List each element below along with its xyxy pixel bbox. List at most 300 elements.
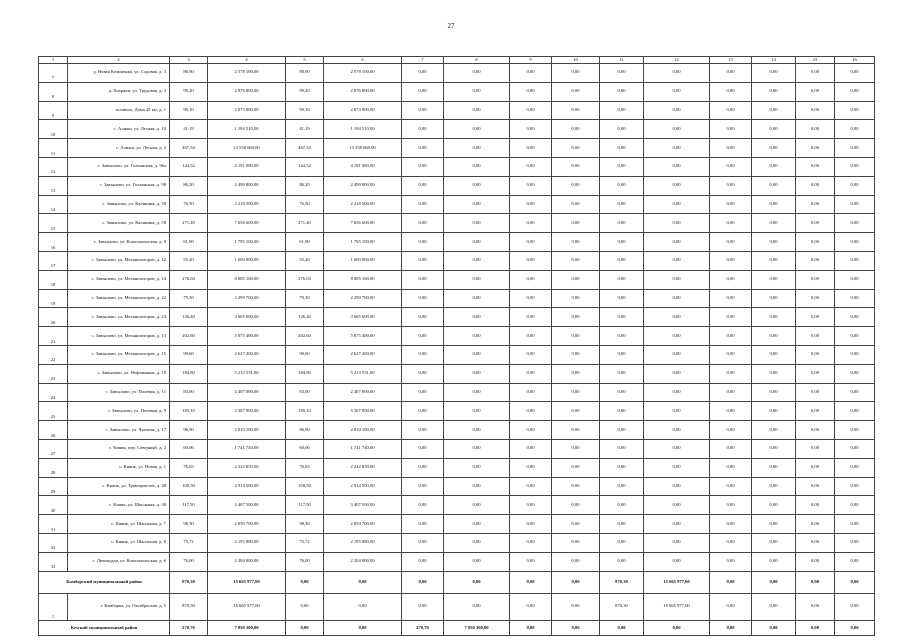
row-value: 144,52 (170, 157, 208, 176)
row-number: 13 (39, 176, 68, 195)
row-value: 0,00 (710, 533, 752, 552)
column-number: 4 (208, 57, 286, 64)
table-row (39, 327, 875, 346)
row-value: 2 578 100,00 (324, 64, 402, 83)
row-value: 0,00 (644, 327, 710, 346)
row-value: 0,00 (796, 496, 835, 515)
row-value: 0,00 (444, 214, 510, 233)
row-value: 0,00 (510, 308, 552, 327)
row-value: 0,00 (510, 139, 552, 158)
row-value: 185,10 (286, 402, 324, 421)
row-value: 0,00 (444, 383, 510, 402)
table-row (39, 364, 875, 383)
row-value: 0,00 (444, 157, 510, 176)
row-value: 0,00 (444, 289, 510, 308)
row-value: 1 194 510,00 (208, 120, 286, 139)
row-value: 0,00 (552, 308, 600, 327)
row-value: 15 665 977,00 (208, 593, 286, 621)
row-value: 0,00 (552, 593, 600, 621)
row-value: 0,00 (444, 139, 510, 158)
row-value: 0,00 (710, 402, 752, 421)
row-value: 0,00 (510, 251, 552, 270)
table-row (39, 64, 875, 83)
row-address: с. Завьялово, ул. Механизаторов, д. 14 (68, 270, 170, 289)
row-value: 0,00 (444, 439, 510, 458)
row-value: 0,00 (710, 496, 752, 515)
row-value: 0,00 (600, 214, 644, 233)
row-value: 55,20 (286, 251, 324, 270)
row-value: 0,00 (835, 157, 875, 176)
column-number: 14 (752, 57, 796, 64)
row-value: 0,00 (835, 270, 875, 289)
row-value: 0,00 (796, 515, 835, 534)
row-value: 0,00 (752, 176, 796, 195)
row-value: 0,00 (796, 477, 835, 496)
row-value: 0,00 (710, 421, 752, 440)
row-value: 15 665 977,00 (644, 593, 710, 621)
column-number: 12 (644, 57, 710, 64)
row-value: 13 558 660,00 (208, 139, 286, 158)
row-value: 0,00 (796, 64, 835, 83)
row-value: 75,72 (286, 533, 324, 552)
row-value: 0,00 (402, 233, 444, 252)
row-value: 0,00 (324, 593, 402, 621)
column-number-row (39, 57, 875, 64)
row-value: 202,60 (286, 327, 324, 346)
column-number: 15 (796, 57, 835, 64)
row-value: 99,20 (170, 82, 208, 101)
row-number: 16 (39, 233, 68, 252)
row-value: 117,50 (170, 496, 208, 515)
row-number: 22 (39, 345, 68, 364)
row-value: 0,00 (644, 364, 710, 383)
row-value: 0,00 (835, 458, 875, 477)
row-value: 0,00 (600, 345, 644, 364)
row-value: 98,30 (286, 515, 324, 534)
row-value: 0,00 (552, 402, 600, 421)
row-value: 7 656 600,00 (208, 214, 286, 233)
row-value: 0,00 (796, 439, 835, 458)
row-value: 3 665 600,00 (324, 308, 402, 327)
table-row (39, 593, 875, 621)
row-number: 25 (39, 402, 68, 421)
row-value: 0,00 (552, 458, 600, 477)
row-value: 4 191 080,00 (208, 157, 286, 176)
row-value: 0,00 (752, 270, 796, 289)
row-number: 26 (39, 421, 68, 440)
row-value: 0,00 (402, 64, 444, 83)
row-value: 0,00 (552, 327, 600, 346)
row-value: 0,00 (510, 289, 552, 308)
row-value: 0,00 (402, 439, 444, 458)
row-value: 0,00 (444, 120, 510, 139)
row-value: 0,00 (710, 82, 752, 101)
row-value: 0,00 (644, 439, 710, 458)
row-value: 0,00 (402, 214, 444, 233)
row-value: 88,90 (286, 64, 324, 83)
row-value: 0,00 (402, 345, 444, 364)
row-number: 8 (39, 82, 68, 101)
row-value: 0,00 (510, 593, 552, 621)
row-value: 0,00 (752, 289, 796, 308)
row-value: 0,00 (552, 157, 600, 176)
row-value: 870,30 (170, 593, 208, 621)
district-total-value: 0,00 (835, 571, 875, 593)
row-value: 0,00 (710, 289, 752, 308)
row-value: 79,30 (170, 289, 208, 308)
table-row (39, 421, 875, 440)
row-value: 0,00 (402, 251, 444, 270)
column-number: 9 (510, 57, 552, 64)
row-address: с. Завьялово, ул. Механизаторов, д. 22 (68, 289, 170, 308)
row-number: 17 (39, 251, 68, 270)
row-value: 0,00 (835, 176, 875, 195)
row-value: 0,00 (600, 515, 644, 534)
row-value: 0,00 (600, 157, 644, 176)
row-value: 184,80 (286, 364, 324, 383)
district-total-value: 0,00 (552, 571, 600, 593)
row-value: 0,00 (510, 421, 552, 440)
row-address: с. Завьялово, ул. Калинина, д. 39 (68, 195, 170, 214)
district-total-value: 0,00 (286, 621, 324, 636)
row-address: с. Алнаш, ул. Лесная, д. 2 (68, 139, 170, 158)
table-row (39, 383, 875, 402)
row-number: 19 (39, 289, 68, 308)
row-value: 0,00 (796, 139, 835, 158)
row-value: 100,50 (286, 477, 324, 496)
row-value: 0,00 (444, 82, 510, 101)
district-total-value: 0,00 (752, 571, 796, 593)
row-value: 1 741 740,00 (208, 439, 286, 458)
row-value: 0,00 (835, 421, 875, 440)
row-value: 0,00 (710, 101, 752, 120)
row-value: 0,00 (796, 421, 835, 440)
row-value: 76,50 (170, 195, 208, 214)
row-value: 0,00 (752, 458, 796, 477)
district-total-value: 15 665 977,00 (208, 571, 286, 593)
row-value: 0,00 (752, 402, 796, 421)
row-value: 0,00 (402, 327, 444, 346)
row-value: 0,00 (752, 421, 796, 440)
row-value: 1 194 510,00 (324, 120, 402, 139)
column-number: 16 (835, 57, 875, 64)
row-value: 0,00 (600, 120, 644, 139)
table-row (39, 120, 875, 139)
row-number: 15 (39, 214, 68, 233)
row-value: 126,40 (286, 308, 324, 327)
row-value: 0,00 (710, 195, 752, 214)
row-value: 0,00 (752, 195, 796, 214)
row-value: 7 656 600,00 (324, 214, 402, 233)
district-total-value: 870,30 (600, 571, 644, 593)
row-value: 2 222 850,00 (208, 458, 286, 477)
row-value: 88,90 (170, 64, 208, 83)
row-address: с. Кияик, пер. Северный, д. 2 (68, 439, 170, 458)
row-number: 28 (39, 458, 68, 477)
row-value: 76,00 (170, 552, 208, 571)
row-value: 467,54 (170, 139, 208, 158)
row-value: 126,40 (170, 308, 208, 327)
row-value: 0,00 (835, 345, 875, 364)
row-value: 0,00 (835, 496, 875, 515)
row-value: 0,00 (600, 251, 644, 270)
row-value: 3 407 500,00 (324, 496, 402, 515)
row-value: 0,00 (835, 552, 875, 571)
row-value: 0,00 (510, 383, 552, 402)
row-value: 0,00 (752, 593, 796, 621)
row-value: 3 665 600,00 (208, 308, 286, 327)
column-number: 8 (444, 57, 510, 64)
row-value: 76,65 (286, 458, 324, 477)
row-value: 0,00 (644, 139, 710, 158)
table-row (39, 139, 875, 158)
row-value: 0,00 (402, 383, 444, 402)
row-value: 0,00 (752, 477, 796, 496)
row-value: 0,00 (600, 233, 644, 252)
row-value: 8 005 160,00 (324, 270, 402, 289)
row-value: 0,00 (600, 176, 644, 195)
row-value: 0,00 (552, 515, 600, 534)
row-value: 60,06 (286, 439, 324, 458)
row-value: 0,00 (835, 515, 875, 534)
row-value: 1 741 740,00 (324, 439, 402, 458)
row-value: 99,20 (286, 82, 324, 101)
row-value: 2 222 850,00 (324, 458, 402, 477)
row-number: 24 (39, 383, 68, 402)
row-value: 0,00 (644, 477, 710, 496)
row-value: 870,30 (600, 593, 644, 621)
row-value: 0,00 (710, 139, 752, 158)
row-value: 0,00 (835, 214, 875, 233)
row-value: 0,00 (444, 593, 510, 621)
row-value: 90,60 (286, 345, 324, 364)
row-value: 0,00 (402, 496, 444, 515)
row-value: 0,00 (710, 345, 752, 364)
row-value: 0,00 (510, 270, 552, 289)
row-value: 0,00 (710, 383, 752, 402)
row-value: 0,00 (402, 308, 444, 327)
row-value: 0,00 (752, 439, 796, 458)
row-value: 2 914 500,00 (208, 477, 286, 496)
row-value: 0,00 (796, 308, 835, 327)
row-value: 0,00 (444, 251, 510, 270)
table-row (39, 176, 875, 195)
row-value: 0,00 (444, 477, 510, 496)
row-value: 0,00 (835, 402, 875, 421)
row-value: 0,00 (600, 82, 644, 101)
row-value: 0,00 (510, 345, 552, 364)
row-value: 1 795 100,00 (324, 233, 402, 252)
row-value: 0,00 (510, 458, 552, 477)
row-value: 0,00 (552, 195, 600, 214)
row-value: 0,00 (644, 101, 710, 120)
row-value: 0,00 (644, 458, 710, 477)
row-value: 2 195 880,00 (324, 533, 402, 552)
row-number: 7 (39, 64, 68, 83)
row-value: 0,00 (835, 233, 875, 252)
row-address: с. Завьялово, ул. Нефтяников, д. 10 (68, 364, 170, 383)
row-value: 0,00 (510, 176, 552, 195)
row-value: 0,00 (444, 496, 510, 515)
row-value: 96,90 (286, 421, 324, 440)
row-value: 0,00 (644, 496, 710, 515)
district-total-value: 15 665 977,00 (644, 571, 710, 593)
row-value: 0,00 (835, 251, 875, 270)
table-row (39, 270, 875, 289)
row-address: с. Завьялово, ул. Механизаторов, д. 13 (68, 327, 170, 346)
row-value: 184,80 (170, 364, 208, 383)
row-value: 0,00 (752, 139, 796, 158)
row-value: 0,00 (752, 552, 796, 571)
row-value: 2 627 400,00 (208, 345, 286, 364)
table-row (39, 496, 875, 515)
row-value: 0,00 (510, 214, 552, 233)
row-value: 0,00 (402, 593, 444, 621)
row-value: 0,00 (796, 458, 835, 477)
row-value: 0,00 (644, 289, 710, 308)
row-value: 0,00 (644, 308, 710, 327)
row-value: 0,00 (644, 251, 710, 270)
row-value: 0,00 (552, 270, 600, 289)
table-row (39, 233, 875, 252)
row-value: 202,60 (170, 327, 208, 346)
row-value: 0,00 (600, 402, 644, 421)
row-value: 5 367 900,00 (208, 402, 286, 421)
row-address: с. Люкшудья, ул. Комсомольская, д. 6 (68, 552, 170, 571)
row-value: 2 407 000,00 (208, 383, 286, 402)
row-value: 99,10 (170, 101, 208, 120)
row-value: 0,00 (752, 82, 796, 101)
row-value: 0,00 (444, 101, 510, 120)
row-value: 0,00 (600, 496, 644, 515)
row-value: 0,00 (444, 364, 510, 383)
row-value: 2 204 000,00 (208, 552, 286, 571)
row-value: 0,00 (402, 270, 444, 289)
row-address: д. Хохряки, ул. Трудовая, д. 3 (68, 82, 170, 101)
row-value: 0,00 (444, 270, 510, 289)
row-value: 271,40 (170, 214, 208, 233)
row-value: 2 850 700,00 (324, 515, 402, 534)
row-value: 0,00 (600, 289, 644, 308)
row-value: 0,00 (402, 120, 444, 139)
row-value: 5 875 400,00 (324, 327, 402, 346)
district-total-row (39, 571, 875, 593)
row-value: 0,00 (510, 515, 552, 534)
table-row (39, 289, 875, 308)
row-value: 0,00 (710, 458, 752, 477)
row-value: 0,00 (644, 383, 710, 402)
row-value: 0,00 (796, 345, 835, 364)
row-value: 467,54 (286, 139, 324, 158)
row-value: 86,20 (170, 176, 208, 195)
district-total-value: 0,00 (796, 621, 835, 636)
row-address: с. Завьялово, ул. Чкалова, д. 17 (68, 421, 170, 440)
row-value: 0,00 (644, 533, 710, 552)
row-value: 0,00 (552, 233, 600, 252)
row-value: 0,00 (510, 364, 552, 383)
district-total-label: Кезский муниципальный район (39, 621, 170, 636)
row-value: 0,00 (510, 82, 552, 101)
column-number: 3 (170, 57, 208, 64)
row-value: 2 873 900,00 (208, 101, 286, 120)
row-value: 0,00 (835, 593, 875, 621)
table-row (39, 515, 875, 534)
row-value: 0,00 (444, 345, 510, 364)
row-value: 0,00 (835, 64, 875, 83)
row-value: 0,00 (752, 345, 796, 364)
row-value: 0,00 (510, 64, 552, 83)
row-value: 0,00 (600, 308, 644, 327)
district-total-value: 0,00 (402, 571, 444, 593)
table-row (39, 439, 875, 458)
row-value: 0,00 (510, 101, 552, 120)
table-body (39, 57, 875, 636)
row-number: 18 (39, 270, 68, 289)
row-value: 0,00 (552, 214, 600, 233)
row-value: 4 191 080,00 (324, 157, 402, 176)
row-address: с. Завьялово, ул. Полевая, д. 9 (68, 402, 170, 421)
row-value: 0,00 (600, 364, 644, 383)
row-value: 0,00 (752, 233, 796, 252)
column-number: 13 (710, 57, 752, 64)
row-value: 0,00 (600, 195, 644, 214)
row-address: с. Кияик, ул. Новая, д. 1 (68, 458, 170, 477)
column-number: 6 (324, 57, 402, 64)
row-value: 0,00 (510, 120, 552, 139)
row-value: 2 627 400,00 (324, 345, 402, 364)
row-value: 0,00 (600, 458, 644, 477)
row-value: 0,00 (552, 176, 600, 195)
row-number: 31 (39, 515, 68, 534)
row-value: 0,00 (510, 496, 552, 515)
row-value: 0,00 (644, 421, 710, 440)
row-value: 0,00 (796, 289, 835, 308)
row-value: 0,00 (752, 251, 796, 270)
row-number: 14 (39, 195, 68, 214)
row-value: 117,50 (286, 496, 324, 515)
district-total-value: 270,70 (170, 621, 208, 636)
column-number: 11 (600, 57, 644, 64)
row-value: 0,00 (510, 195, 552, 214)
row-value: 0,00 (796, 327, 835, 346)
row-value: 55,20 (170, 251, 208, 270)
row-address: д. Новая Кельменка, ул. Садовая, д. 3 (68, 64, 170, 83)
row-value: 75,72 (170, 533, 208, 552)
row-value: 0,00 (552, 139, 600, 158)
row-value: 0,00 (752, 533, 796, 552)
row-value: 5 875 400,00 (208, 327, 286, 346)
district-total-value: 0,00 (324, 621, 402, 636)
district-total-value: 0,00 (644, 621, 710, 636)
district-total-value: 0,00 (796, 571, 835, 593)
row-number: 11 (39, 139, 68, 158)
row-value: 0,00 (796, 270, 835, 289)
table-row (39, 101, 875, 120)
row-value: 61,90 (170, 233, 208, 252)
row-value: 0,00 (552, 421, 600, 440)
row-value: 1 795 100,00 (208, 233, 286, 252)
row-value: 41,19 (286, 120, 324, 139)
page-number: 27 (447, 22, 455, 30)
row-value: 0,00 (600, 421, 644, 440)
row-value: 0,00 (510, 327, 552, 346)
district-total-value: 0,00 (510, 621, 552, 636)
row-value: 0,00 (710, 515, 752, 534)
row-value: 5 213 531,00 (208, 364, 286, 383)
district-total-value: 870,30 (170, 571, 208, 593)
row-value: 13 558 660,00 (324, 139, 402, 158)
row-value: 0,00 (644, 82, 710, 101)
